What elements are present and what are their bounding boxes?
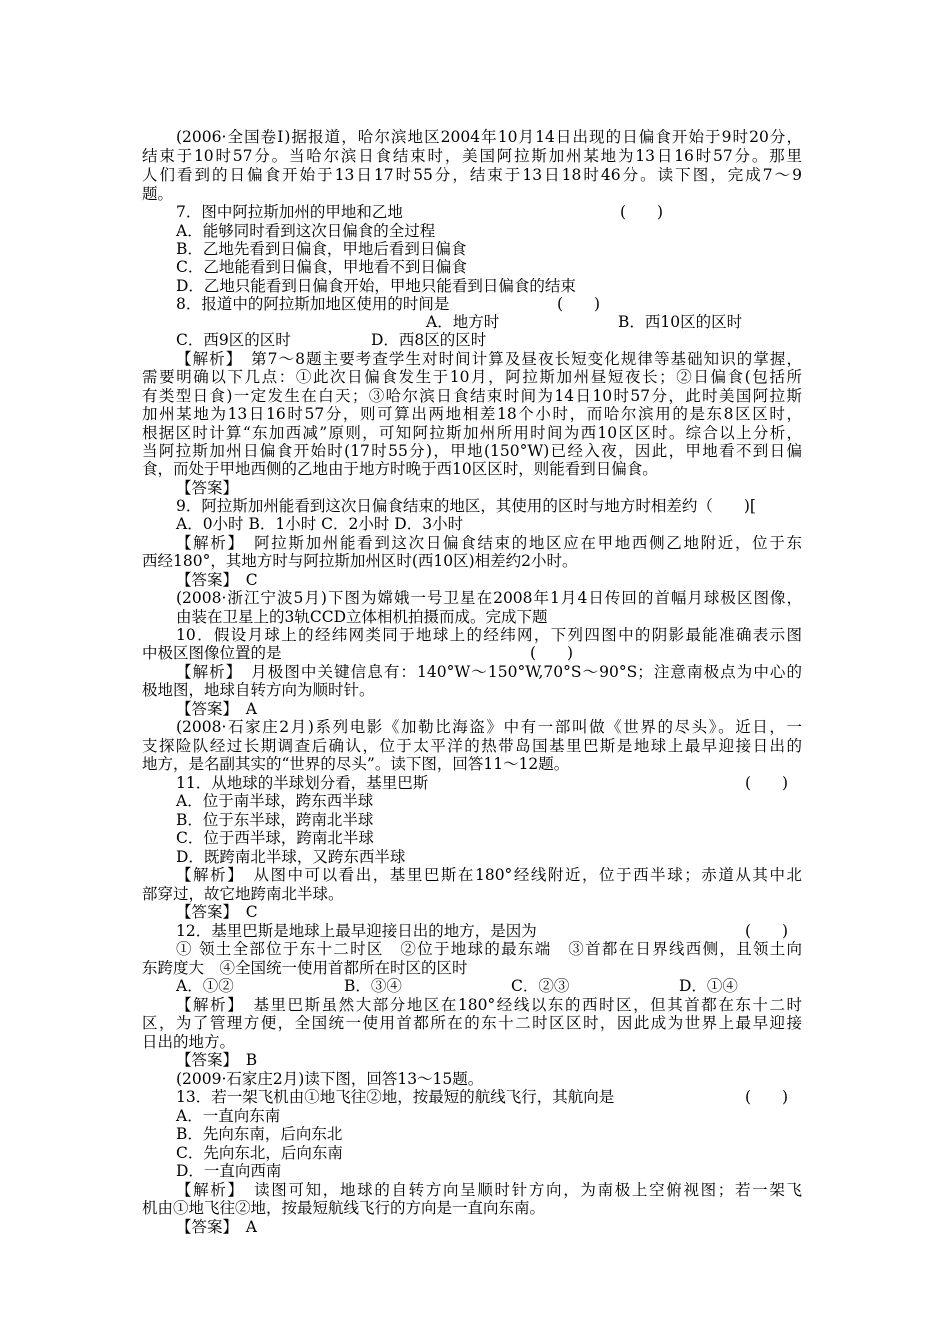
question-stem: 9．阿拉斯加州能看到这次日偏食结束的地区，其使用的区时与地方时相差约（ )[ [176, 497, 756, 515]
analysis-text: 当阿拉斯加州日偏食开始时(17时55分)，甲地(150°W)已经入夜，因此，甲地看不到日偏 [142, 442, 802, 460]
option-text: B．位于东半球，跨南北半球 [176, 811, 374, 829]
answer-bracket: ( ) [557, 295, 601, 313]
option-text: C．位于西半球，跨南北半球 [176, 829, 374, 847]
analysis-text: 区，为了管理方便，全国统一使用首都所在的东十二时区区时，因此成为世界上最早迎接 [142, 1014, 802, 1032]
option-text: C．乙地能看到日偏食，甲地看不到日偏食 [176, 258, 467, 276]
option-text: A．能够同时看到这次日偏食的全过程 [176, 222, 436, 240]
question-stem: 12．基里巴斯是地球上最早迎接日出的地方，是因为 [176, 922, 537, 940]
text-line: 地方，是名副其实的“世界的尽头”。读下图，回答11～12题。 [142, 755, 570, 773]
answer-bracket: ( ) [745, 922, 789, 940]
option-text: D．一直向西南 [176, 1162, 282, 1180]
question-stem: 7．图中阿拉斯加州的甲地和乙地 [176, 203, 403, 221]
text-line: 支探险队经过长期调查后确认，位于太平洋的热带岛国基里巴斯是地球上最早迎接日出的 [142, 737, 802, 755]
analysis-text: 食，而处于甲地西侧的乙地由于地方时晚于西10区区时，则能看到日偏食。 [142, 460, 658, 478]
answer-bracket: ( ) [530, 644, 574, 662]
analysis-text: 【解析】 基里巴斯虽然大部分地区在180°经线以东的西时区，但其首都在东十二时 [176, 996, 802, 1014]
analysis-text: 【解析】 月极图中关键信息有：140°W～150°W,70°S～90°S；注意南极点为中心的 [176, 663, 802, 681]
answer-bracket: ( ) [745, 774, 789, 792]
answer-label: 【答案】 A [176, 1218, 257, 1236]
analysis-text: 机由①地飞往②地，按最短航线飞行的方向是一直向东南。 [142, 1199, 546, 1217]
option-text: B．西10区的区时 [618, 313, 743, 331]
text-line: ① 领土全部位于东十二时区 ②位于地球的最东端 ③首都在日界线西侧，且领土向 [176, 940, 802, 958]
option-text: B．乙地先看到日偏食，甲地后看到日偏食 [176, 240, 467, 258]
question-stem: 13．若一架飞机由①地飞往②地，按最短的航线飞行，其航向是 [176, 1088, 615, 1106]
answer-label: 【答案】 B [176, 1051, 258, 1069]
option-text: A．一直向东南 [176, 1107, 281, 1125]
answer-bracket: ( ) [745, 1088, 789, 1106]
analysis-text: 需要明确以下几点：①此次日偏食发生于10月，阿拉斯加州昼短夜长；②日偏食(包括所 [142, 368, 802, 386]
text-line: (2008·浙江宁波5月)下图为嫦娥一号卫星在2008年1月4日传回的首幅月球极区图像， [176, 589, 802, 607]
text-line: (2008·石家庄2月)系列电影《加勒比海盗》中有一部叫做《世界的尽头》。近日，一 [176, 718, 802, 736]
text-line: (2006·全国卷Ⅰ)据报道，哈尔滨地区2004年10月14日出现的日偏食开始于9时20分， [176, 128, 802, 146]
analysis-text: 有类型日食)一定发生在白天；③哈尔滨日食结束时间为14日10时57分，此时美国阿拉斯 [142, 387, 802, 405]
answer-label: 【答案】 C [176, 903, 258, 921]
analysis-text: 根据区时计算“东加西减”原则，可知阿拉斯加州所用时间为西10区区时。综合以上分析， [142, 424, 802, 442]
option-text: C．西9区的区时 [176, 331, 291, 349]
analysis-text: 【解析】 读图可知，地球的自转方向呈顺时针方向，为南极上空俯视图；若一架飞 [176, 1181, 802, 1199]
answer-bracket: ( ) [620, 203, 664, 221]
option-text: D．既跨南北半球，又跨东西半球 [176, 848, 406, 866]
analysis-text: 西经180°，其地方时与阿拉斯加州区时(西10区)相差约2小时。 [142, 552, 578, 570]
text-line: 人们看到的日偏食开始于13日17时55分，结束于13日18时46分。读下图，完成7～9 [142, 166, 802, 184]
option-text: B．先向东南，后向东北 [176, 1125, 343, 1143]
analysis-text: 【解析】 阿拉斯加州能看到这次日偏食结束的地区应在甲地西侧乙地附近，位于东 [176, 534, 802, 552]
question-stem: 中极区图像位置的是 [142, 644, 282, 662]
text-line: 由装在卫星上的3轨CCD立体相机拍摄而成。完成下题 [176, 608, 548, 626]
question-stem: 8．报道中的阿拉斯加地区使用的时间是 [176, 295, 450, 313]
analysis-text: 加州某地为13日16时57分，则可算出两地相差18个小时，而哈尔滨用的是东8区区时， [142, 405, 802, 423]
analysis-text: 【解析】 从图中可以看出，基里巴斯在180°经线附近，位于西半球；赤道从其中北 [176, 866, 802, 884]
option-text: D．乙地只能看到日偏食开始，甲地只能看到日偏食的结束 [176, 277, 576, 295]
text-line: 结束于10时57分。当哈尔滨日食结束时，美国阿拉斯加州某地为13日16时57分。那里 [142, 147, 802, 165]
question-stem: 11．从地球的半球划分看，基里巴斯 [176, 774, 429, 792]
answer-label: 【答案】 [176, 479, 239, 497]
option-text: D．①④ [679, 977, 738, 995]
option-text: C．②③ [511, 977, 570, 995]
option-text: A．①② [176, 977, 234, 995]
analysis-text: 极地图，地球自转方向为顺时针。 [142, 681, 375, 699]
option-text: B．③④ [344, 977, 402, 995]
text-line: (2009·石家庄2月)读下图，回答13～15题。 [176, 1070, 484, 1088]
answer-label: 【答案】 A [176, 700, 257, 718]
option-text: A．0小时 B．1小时 C．2小时 D．3小时 [176, 515, 464, 533]
text-line: 东跨度大 ④全国统一使用首都所在时区的区时 [142, 959, 468, 977]
option-text: D．西8区的区时 [371, 331, 487, 349]
analysis-text: 日出的地方。 [142, 1033, 236, 1051]
analysis-text: 【解析】 第7～8题主要考查学生对时间计算及昼夜长短变化规律等基础知识的掌握， [176, 350, 802, 368]
text-line: 题。 [142, 185, 174, 203]
option-text: A．地方时 [426, 313, 500, 331]
option-text: C．先向东北，后向东南 [176, 1144, 343, 1162]
answer-label: 【答案】 C [176, 571, 258, 589]
analysis-text: 部穿过，故它地跨南北半球。 [142, 885, 344, 903]
question-stem: 10．假设月球上的经纬网类同于地球上的经纬网，下列四图中的阴影最能准确表示图 [176, 626, 802, 644]
option-text: A．位于南半球，跨东西半球 [176, 792, 374, 810]
